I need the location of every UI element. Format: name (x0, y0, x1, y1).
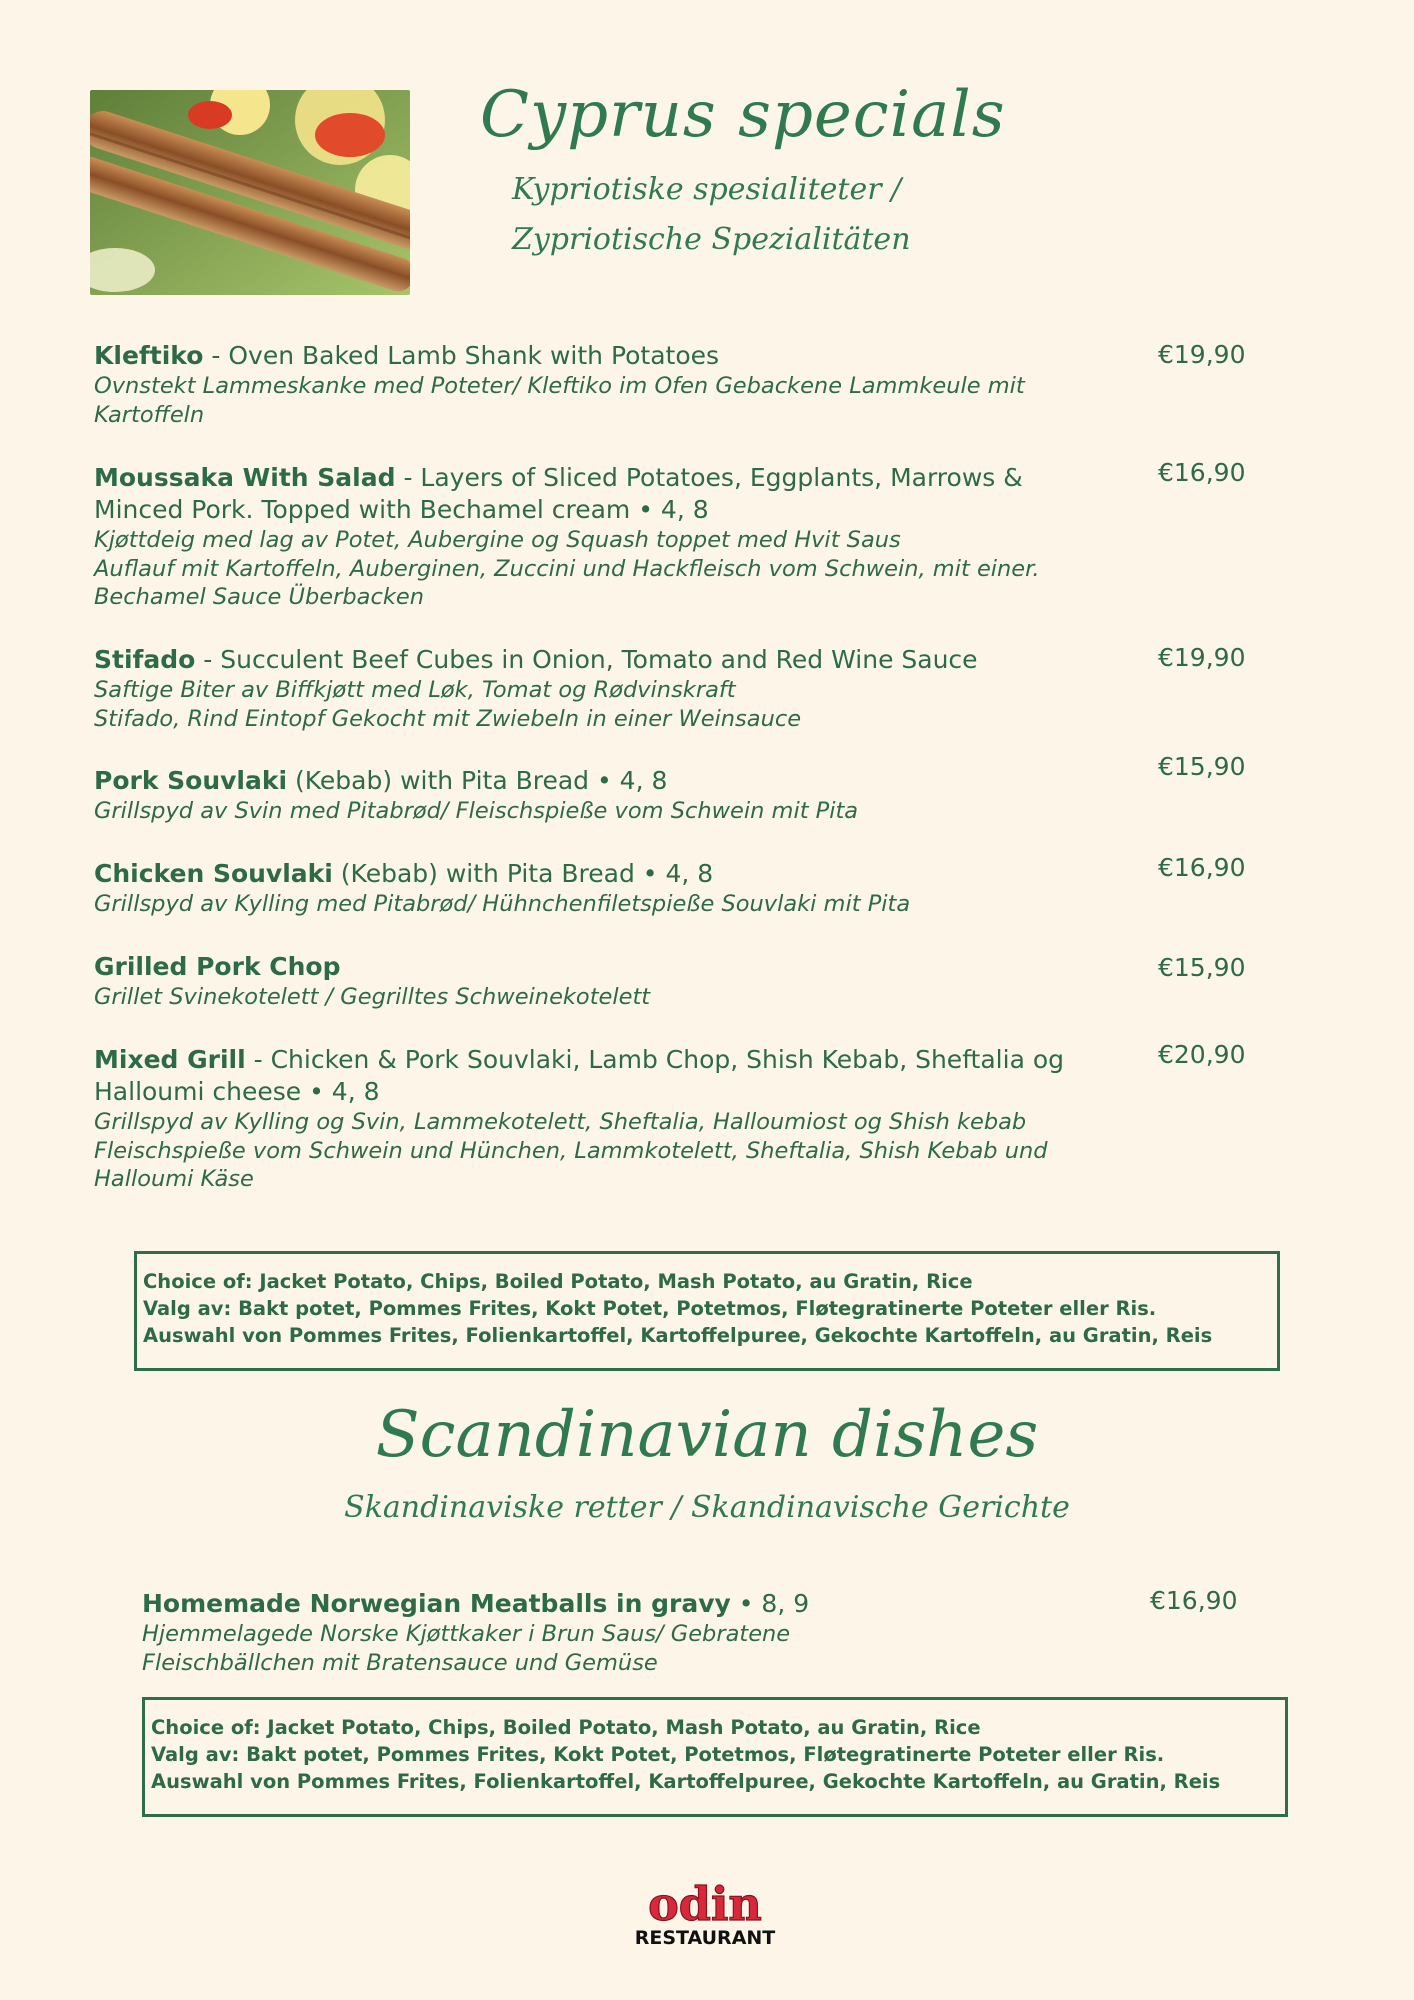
item-name: Mixed Grill (94, 1045, 246, 1074)
item-price: €16,90 (1150, 1586, 1238, 1615)
cyprus-subtitle-line2: Zypriotische Spezialitäten (512, 222, 911, 257)
item-translation: Bechamel Sauce Überbacken (94, 584, 424, 610)
item-translation: Saftige Biter av Biffkjøtt med Løk, Tomat og Rødvinskraft (94, 677, 736, 703)
menu-item-moussaka (94, 462, 1134, 612)
item-price: €20,90 (1158, 1040, 1246, 1069)
item-translation: Stifado, Rind Eintopf Gekocht mit Zwiebeln in einer Weinsauce (94, 705, 802, 732)
item-name: Moussaka With Salad (94, 463, 396, 492)
menu-item-chicken-souvlaki (94, 858, 1134, 919)
item-name: Chicken Souvlaki (94, 859, 333, 888)
item-name: Grilled Pork Chop (94, 952, 341, 981)
item-price: €15,90 (1158, 953, 1246, 982)
item-desc: - Layers of Sliced Potatoes, Eggplants, Marrows & (395, 463, 1023, 492)
item-translation: Auflauf mit Kartoffeln, Auberginen, Zuccini und Hackfleisch vom Schwein, mit einer. (94, 555, 1040, 582)
item-name: Homemade Norwegian Meatballs in gravy (142, 1589, 731, 1618)
item-desc: • 8, 9 (730, 1589, 810, 1618)
item-name: Stifado (94, 645, 196, 674)
side-choice-no: Valg av: Bakt potet, Pommes Frites, Kokt Potet, Potetmos, Fløtegratinerte Poteter eller Ris. (143, 1297, 1157, 1320)
item-desc: - Oven Baked Lamb Shank with Potatoes (203, 341, 720, 370)
item-translation: Kjøttdeig med lag av Potet, Aubergine og Squash toppet med Hvit Saus (94, 527, 901, 553)
item-desc: (Kebab) with Pita Bread • 4, 8 (332, 859, 714, 888)
side-choice-de: Auswahl von Pommes Frites, Folienkartoffel, Kartoffelpuree, Gekochte Kartoffeln, au Gratin, Reis (151, 1770, 1221, 1793)
item-translation: Ovnstekt Lammeskanke med Poteter/ Kleftiko im Ofen Gebackene Lammkeule mit (94, 373, 1025, 399)
item-name: Pork Souvlaki (94, 766, 288, 795)
item-price: €16,90 (1158, 458, 1246, 487)
side-choice-box (134, 1251, 1280, 1371)
item-translation: Fleischbällchen mit Bratensauce und Gemüse (142, 1649, 658, 1676)
item-name: Kleftiko (94, 341, 204, 370)
side-choice-box (142, 1697, 1288, 1817)
item-translation: Grillet Svinekotelett / Gegrilltes Schweinekotelett (94, 984, 651, 1010)
item-price: €16,90 (1158, 853, 1246, 882)
item-desc-line2: Halloumi cheese • 4, 8 (94, 1077, 380, 1106)
item-price: €19,90 (1158, 643, 1246, 672)
scandinavian-title: Scandinavian dishes (375, 1398, 1039, 1472)
item-translation: Grillspyd av Kylling og Svin, Lammekotelett, Sheftalia, Halloumiost og Shish kebab (94, 1109, 1027, 1135)
side-choice-en: Choice of: Jacket Potato, Chips, Boiled Potato, Mash Potato, au Gratin, Rice (143, 1270, 973, 1293)
item-desc: (Kebab) with Pita Bread • 4, 8 (287, 766, 668, 795)
item-translation: Grillspyd av Kylling med Pitabrød/ Hühnchenfiletspieße Souvlaki mit Pita (94, 891, 911, 917)
item-price: €19,90 (1158, 340, 1246, 369)
item-translation: Fleischspieße vom Schwein und Hünchen, Lammkotelett, Sheftalia, Shish Kebab und (94, 1137, 1048, 1164)
menu-item-mixed-grill (94, 1044, 1134, 1194)
item-desc: - Chicken & Pork Souvlaki, Lamb Chop, Shish Kebab, Sheftalia og (245, 1045, 1064, 1074)
side-choice-no: Valg av: Bakt potet, Pommes Frites, Kokt Potet, Potetmos, Fløtegratinerte Poteter eller Ris. (151, 1743, 1165, 1766)
restaurant-logo (620, 1872, 790, 1952)
cyprus-subtitle-line1: Kypriotiske spesialiteter / (512, 172, 902, 207)
item-translation: Grillspyd av Svin med Pitabrød/ Fleischspieße vom Schwein mit Pita (94, 798, 859, 824)
item-translation: Kartoffeln (94, 401, 205, 428)
menu-item-kleftiko (94, 340, 1134, 429)
item-translation: Hjemmelagede Norske Kjøttkaker i Brun Saus/ Gebratene (142, 1621, 791, 1647)
item-desc: - Succulent Beef Cubes in Onion, Tomato and Red Wine Sauce (195, 645, 978, 674)
item-price: €15,90 (1158, 752, 1246, 781)
logo-sub: RESTAURANT (634, 1927, 776, 1949)
dish-photo (90, 90, 410, 295)
menu-item-pork-souvlaki (94, 765, 1134, 826)
logo-word: odin (648, 1877, 762, 1931)
side-choice-en: Choice of: Jacket Potato, Chips, Boiled Potato, Mash Potato, au Gratin, Rice (151, 1716, 981, 1739)
scandinavian-subtitle: Skandinaviske retter / Skandinavische Gerichte (344, 1490, 1070, 1525)
side-choice-de: Auswahl von Pommes Frites, Folienkartoffel, Kartoffelpuree, Gekochte Kartoffeln, au Gratin, Reis (143, 1324, 1213, 1347)
item-translation: Halloumi Käse (94, 1166, 254, 1192)
cyprus-title: Cyprus specials (480, 78, 1006, 152)
menu-item-grilled-pork-chop (94, 951, 1134, 1012)
menu-item-stifado (94, 644, 1134, 733)
item-desc-line2: Minced Pork. Topped with Bechamel cream • 4, 8 (94, 495, 709, 524)
menu-item-meatballs (142, 1588, 1142, 1677)
